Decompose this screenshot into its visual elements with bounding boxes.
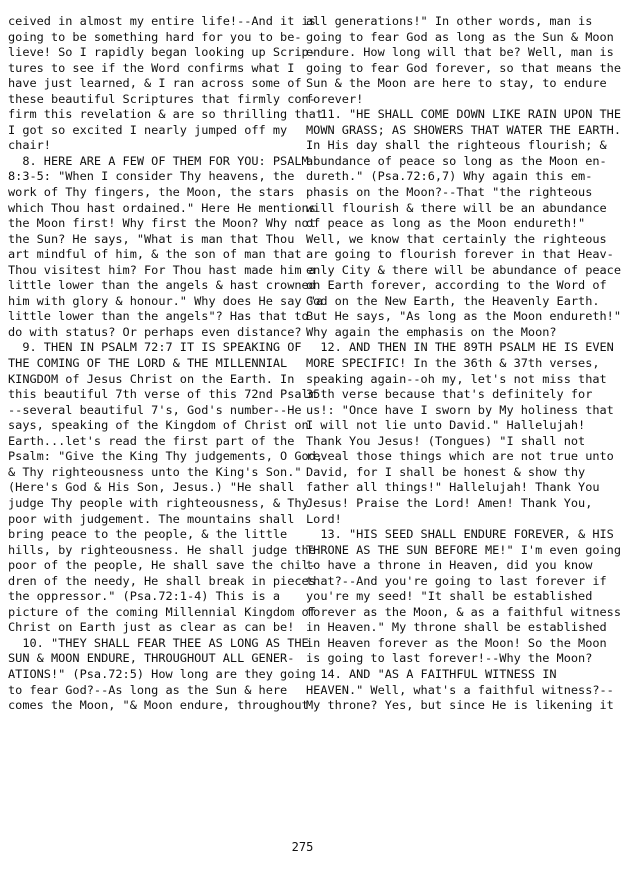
left-column-line: Earth...let's read the first part of the (8, 433, 295, 448)
left-column-line: KINGDOM of Jesus Christ on the Earth. In (8, 371, 295, 386)
right-column-line: going to fear God forever, so that means the (306, 60, 621, 75)
left-column-line: 8:3-5: "When I consider Thy heavens, the (8, 169, 295, 184)
left-column-line: SUN & MOON ENDURE, THROUGHOUT ALL GENER- (8, 651, 295, 666)
left-column-line: THE COMING OF THE LORD & THE MILLENNIAL (8, 356, 288, 371)
right-column-line: enly City & there will be abundance of peace (306, 262, 621, 277)
left-column-line: little lower than the angels"? Has that to (8, 309, 309, 324)
right-column-line: us!: "Once have I sworn by My holiness that (306, 402, 614, 417)
right-column-line: endure. How long will that be? Well, man is (306, 45, 614, 60)
left-column-line: 8. HERE ARE A FEW OF THEM FOR YOU: PSALM (8, 153, 309, 168)
right-column-line: In His day shall the righteous flourish; & (306, 138, 607, 153)
right-column-line: in Heaven." My throne shall be established (306, 620, 607, 635)
right-column-line: on Earth forever, according to the Word of (306, 278, 607, 293)
left-column-line: 9. THEN IN PSALM 72:7 IT IS SPEAKING OF (8, 340, 302, 355)
right-column-line: God on the New Earth, the Heavenly Earth. (306, 293, 600, 308)
left-column-line: --several beautiful 7's, God's number--He (8, 402, 302, 417)
right-column-line: THRONE AS THE SUN BEFORE ME!" I'm even going (306, 542, 621, 557)
right-column-line: are going to flourish forever in that Heav- (306, 247, 614, 262)
right-column-line: 35th verse because that's definitely for (306, 387, 593, 402)
right-column-line: reveal those things which are not true unto (306, 449, 614, 464)
right-column-line: HEAVEN." Well, what's a faithful witness?-- (306, 682, 614, 697)
left-column-line: Psalm: "Give the King Thy judgements, O God, (8, 449, 323, 464)
left-column-line: firm this revelation & are so thrilling that (8, 107, 323, 122)
left-column-line: says, speaking of the Kingdom of Christ on (8, 418, 309, 433)
left-column-line: these beautiful Scriptures that firmly con- (8, 91, 316, 106)
left-column-line: this beautiful 7th verse of this 72nd Psalm (8, 387, 316, 402)
left-column-line: tures to see if the Word confirms what I (8, 60, 295, 75)
right-column-line: Well, we know that certainly the righteous (306, 231, 607, 246)
right-column-line: Lord! (306, 511, 342, 526)
right-column-line: I will not lie unto David." Hallelujah! (306, 418, 586, 433)
left-column-line: work of Thy fingers, the Moon, the stars (8, 185, 295, 200)
right-column-line: MOWN GRASS; AS SHOWERS THAT WATER THE EARTH. (306, 122, 621, 137)
left-column-line: going to be something hard for you to be- (8, 29, 302, 44)
right-column-line: My throne? Yes, but since He is likening it (306, 698, 614, 713)
right-column-line: is going to last forever!--Why the Moon? (306, 651, 593, 666)
left-column-line: the oppressor." (Psa.72:1-4) This is a (8, 589, 281, 604)
left-column-line: (Here's God & His Son, Jesus.) "He shall (8, 480, 295, 495)
right-column-line: in Heaven forever as the Moon! So the Moon (306, 635, 607, 650)
right-column-line: going to fear God as long as the Sun & Moon (306, 29, 614, 44)
right-column-line: MORE SPECIFIC! In the 36th & 37th verses, (306, 356, 600, 371)
right-column-line: 14. AND "AS A FAITHFUL WITNESS IN (306, 666, 557, 681)
left-column-line: picture of the coming Millennial Kingdom of (8, 604, 316, 619)
left-column-line: do with status? Or perhaps even distance? (8, 324, 302, 339)
right-column-line: of peace as long as the Moon endureth!" (306, 216, 586, 231)
left-column-line: poor of the people, He shall save the chil- (8, 558, 316, 573)
left-column-line: ceived in almost my entire life!--And it is (8, 14, 316, 28)
left-text-column (8, 14, 323, 714)
left-column-line: comes the Moon, "& Moon endure, throughout (8, 698, 309, 713)
right-column-line: 13. "HIS SEED SHALL ENDURE FOREVER, & HIS (306, 527, 614, 542)
right-column-line: phasis on the Moon?--That "the righteous (306, 185, 593, 200)
left-column-line: ATIONS!" (Psa.72:5) How long are they going (8, 666, 316, 681)
left-column-line: art mindful of him, & the son of man that (8, 247, 302, 262)
right-column-line: to have a throne in Heaven, did you know (306, 558, 593, 573)
left-column-line: have just learned, & I ran across some of (8, 76, 302, 91)
right-column-line: Sun & the Moon are here to stay, to endure (306, 76, 607, 91)
left-column-line: Christ on Earth just as clear as can be! (8, 620, 295, 635)
right-column-line: But He says, "As long as the Moon endureth!" (306, 309, 621, 324)
left-column-line: the Moon first! Why first the Moon? Why not (8, 216, 316, 231)
right-column-line: forever as the Moon, & as a faithful witness (306, 604, 621, 619)
right-column-line: Thank You Jesus! (Tongues) "I shall not (306, 433, 586, 448)
right-column-line: abundance of peace so long as the Moon en- (306, 153, 607, 168)
left-column-line: & Thy righteousness unto the King's Son." (8, 464, 302, 479)
left-column-line: lieve! So I rapidly began looking up Scrip- (8, 45, 316, 60)
left-column-line: judge Thy people with righteousness, & Thy (8, 495, 309, 510)
page-number: 275 (291, 840, 314, 854)
left-column-line: poor with judgement. The mountains shall (8, 511, 295, 526)
right-column-line: dureth." (Psa.72:6,7) Why again this em- (306, 169, 593, 184)
left-column-line: chair! (8, 138, 51, 153)
left-column-line: Thou visitest him? For Thou hast made him a (8, 262, 316, 277)
right-column-line: you're my seed! "It shall be established (306, 589, 593, 604)
right-column-line: all generations!" In other words, man is (306, 14, 593, 28)
left-column-line: the Sun? He says, "What is man that Thou (8, 231, 295, 246)
right-column-line: forever! (306, 91, 364, 106)
left-column-line: little lower than the angels & hast crowned (8, 278, 316, 293)
right-column-line: Jesus! Praise the Lord! Amen! Thank You, (306, 495, 593, 510)
right-column-line: Why again the emphasis on the Moon? (306, 324, 557, 339)
left-column-line: I got so excited I nearly jumped off my (8, 122, 288, 137)
right-column-line: will flourish & there will be an abundance (306, 200, 607, 215)
right-column-line: father all things!" Hallelujah! Thank You (306, 480, 600, 495)
left-column-line: which Thou hast ordained." Here He mentions (8, 200, 316, 215)
right-column-line: 11. "HE SHALL COME DOWN LIKE RAIN UPON THE (306, 107, 621, 122)
right-column-line: that?--And you're going to last forever if (306, 573, 607, 588)
left-column-line: bring peace to the people, & the little (8, 527, 288, 542)
left-column-line: to fear God?--As long as the Sun & here (8, 682, 288, 697)
right-column-line: speaking again--oh my, let's not miss that (306, 371, 607, 386)
right-column-line: David, for I shall be honest & show thy (306, 464, 586, 479)
right-column-line: 12. AND THEN IN THE 89TH PSALM HE IS EVEN (306, 340, 614, 355)
left-column-line: dren of the needy, He shall break in pieces (8, 573, 316, 588)
left-column-line: hills, by righteousness. He shall judge the (8, 542, 316, 557)
right-text-column (306, 14, 621, 714)
left-column-line: him with glory & honour." Why does He say "a (8, 293, 323, 308)
left-column-line: 10. "THEY SHALL FEAR THEE AS LONG AS THE (8, 635, 309, 650)
